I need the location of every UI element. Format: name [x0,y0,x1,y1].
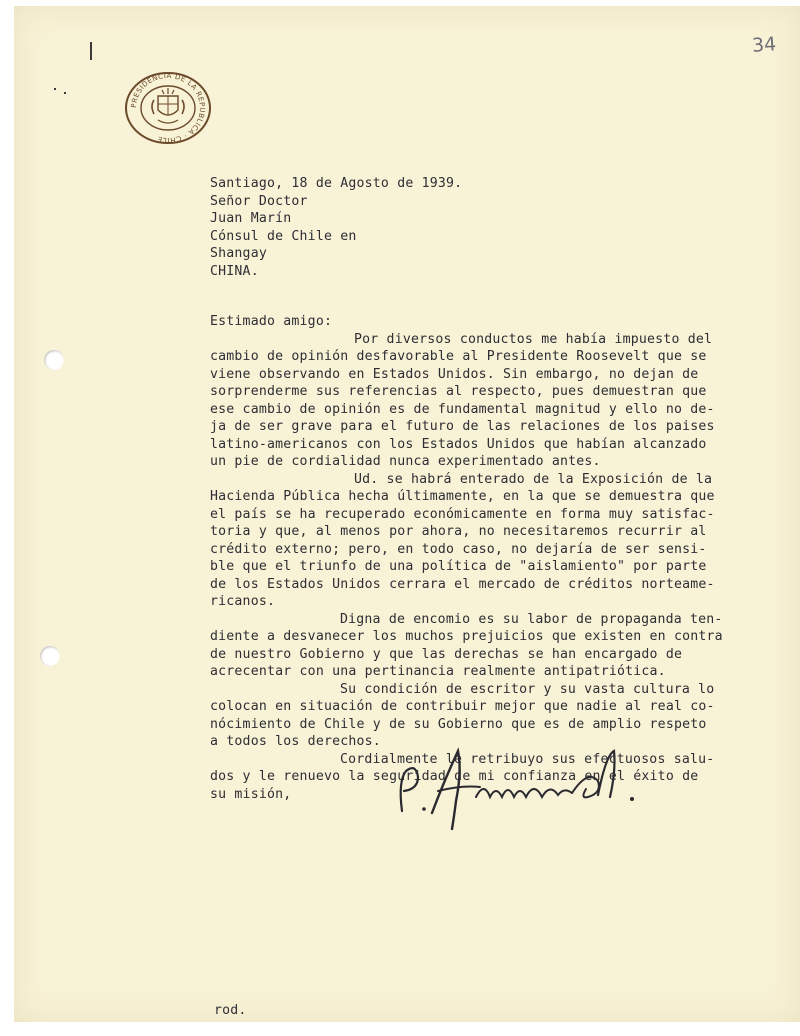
body-line: sorprenderme sus referencias al respecto, pues demuestran que [210,384,707,399]
body-line: un pie de cordialidad nunca experimentado antes. [210,454,601,469]
letter-header [210,176,463,296]
body-line: de nuestro Gobierno y que las derechas se han encargado de [210,647,683,662]
letter-body [210,314,723,802]
date-line: Santiago, 18 de Agosto de 1939. [210,176,463,191]
body-line: a todos los derechos. [210,734,381,749]
punch-hole [40,646,60,666]
body-line: nócimiento de Chile y de su Gobierno que es de amplio respeto [210,717,707,732]
body-line: Hacienda Pública hecha últimamente, en la que se demuestra que [210,489,715,504]
body-line: viene observando en Estados Unidos. Sin embargo, no dejan de [210,367,699,382]
svg-text:PRESIDENCIA DE LA REPUBLICA ·: PRESIDENCIA DE LA REPUBLICA · CHILE [129,71,207,145]
letter-sheet [14,6,800,1022]
body-line: de los Estados Unidos cerrara el mercado de créditos norteame- [210,577,715,592]
recipient-country: CHINA. [210,264,259,279]
body-line: crédito externo; pero, en todo caso, no dejaría de ser sensi- [210,542,707,557]
body-line: dos y le renuevo la seguridad de mi confianza en el éxito de [210,769,699,784]
body-line: su misión, [210,787,292,802]
body-line: el país se ha recuperado económicamente en forma muy satisfac- [210,507,715,522]
typist-reference: rod. [214,1003,247,1018]
margin-dot [54,88,56,90]
handwritten-signature [392,741,662,831]
body-line: acrecentar con una pertinancia realmente antipatriótica. [210,664,666,679]
body-line: Digna de encomio es su labor de propaganda ten- [340,612,723,627]
body-line: ble que el triunfo de una política de "aislamiento" por parte [210,559,707,574]
recipient-position: Cónsul de Chile en [210,229,357,244]
margin-dot [64,92,66,94]
body-line: ricanos. [210,594,276,609]
body-line: Su condición de escritor y su vasta cultura lo [340,682,715,697]
margin-mark [90,42,92,60]
body-line: diente a desvanecer los muchos prejuicios que existen en contra [210,629,723,644]
body-line: toria y que, al menos por ahora, no necesitaremos recurrir al [210,524,707,539]
body-line: latino-americanos con los Estados Unidos que habían alcanzado [210,437,707,452]
body-line: ese cambio de opinión es de fundamental magnitud y ello no de- [210,402,715,417]
body-line: colocan en situación de contribuir mejor que nadie al real co- [210,699,715,714]
recipient-city: Shangay [210,246,267,261]
recipient-name: Juan Marín [210,211,292,226]
presidential-seal-icon [124,70,212,146]
recipient-title: Señor Doctor [210,194,308,209]
page-number: 34 [751,33,777,57]
punch-hole [44,350,64,370]
body-line: Por diversos conductos me había impuesto del [354,332,713,347]
salutation: Estimado amigo: [210,314,333,329]
body-line: cambio de opinión desfavorable al Presidente Roosevelt que se [210,349,707,364]
body-line: Cordialmente le retribuyo sus efectuosos salu- [340,752,715,767]
body-line: ja de ser grave para el futuro de las relaciones de los paises [210,419,715,434]
body-line: Ud. se habrá enterado de la Exposición de la [354,472,713,487]
